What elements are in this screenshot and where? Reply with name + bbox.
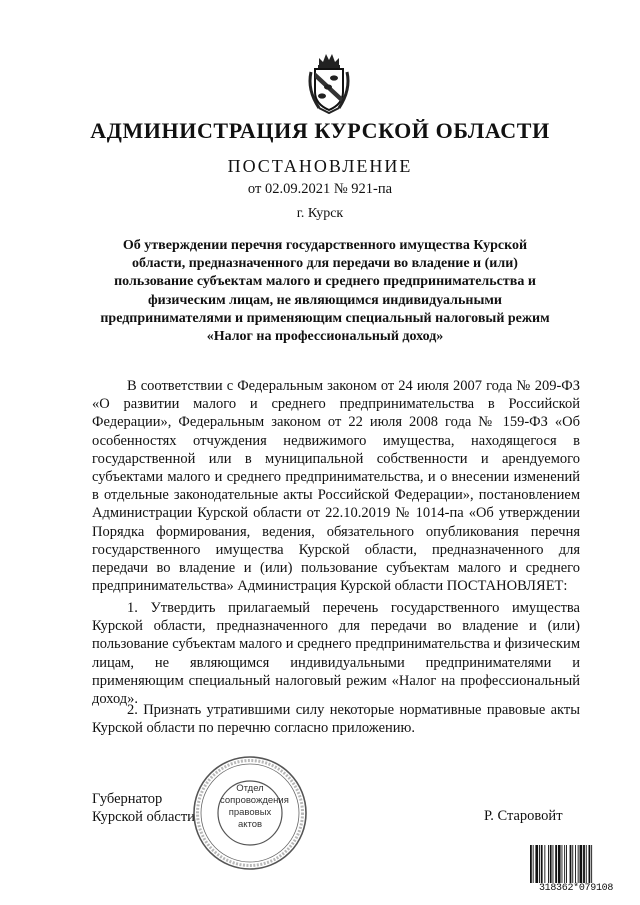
signatory-name: Р. Старовойт: [484, 808, 563, 824]
signatory-position-line-2: Курской области: [92, 809, 195, 826]
document-type: ПОСТАНОВЛЕНИЕ: [227, 156, 413, 176]
stamp-line-1: Отдел: [236, 783, 264, 794]
stamp-line-4: актов: [237, 819, 263, 830]
stamp-text: [220, 783, 289, 831]
document-title: Об утверждении перечня государственного имущества Курской области, предназначенного для передачи во владение и (или) пользование субъектам малого и среднего предпринимательства и физическим лицам, не являющимся индивидуальными предпринимателями и применяющим специальный налоговый режим «Налог на профессиональный доход»: [100, 238, 550, 345]
barcode-number: 318362*079108: [538, 883, 614, 894]
clause-2: 2. Признать утратившими силу некоторые нормативные правовые акты Курской области по перечню согласно приложению.: [92, 702, 580, 737]
kursk-oblast-coat-of-arms-icon: [305, 50, 353, 116]
city-label: г. Курск: [296, 206, 344, 221]
stamp-line-3: правовых: [228, 807, 272, 818]
clause-1: 1. Утвердить прилагаемый перечень государственного имущества Курской области, предназначенного для передачи во владение и (или) пользование субъектам малого и среднего предпринимательства и физическим лицам, не являющимся индивидуальными предпринимателями и применяющим специальный налоговый режим «Налог на профессиональный доход».: [92, 600, 580, 708]
barcode-icon: [530, 845, 622, 883]
document-number: от 02.09.2021 № 921-па: [247, 181, 393, 197]
authority-heading: АДМИНИСТРАЦИЯ КУРСКОЙ ОБЛАСТИ: [90, 118, 550, 143]
preamble-paragraph: В соответствии с Федеральным законом от 24 июля 2007 года № 209-ФЗ «О развитии малого и среднего предпринимательства в Российской Федерации», Федеральным законом от 22 июля 2008 года № 159-ФЗ «Об особенностях отчуждения недвижимого имущества, находящегося в государственной или в муниципальной собственности и арендуемого субъектами малого и среднего предпринимательства, и о внесении изменений в отдельные законодательные акты Российской Федерации», постановлением Администрации Курской области от 22.10.2019 № 1014-па «Об утверждении Порядка формирования, ведения, обязательного опубликования перечня государственного имущества Курской области, предназначенного для передачи во владение и (или) пользование субъектам малого и среднего предпринимательства» Администрация Курской области ПОСТАНОВЛЯЕТ:: [92, 378, 580, 595]
stamp-line-2: сопровождения: [220, 795, 289, 806]
signatory-position-line-1: Губернатор: [92, 791, 163, 807]
signatory-position: [92, 790, 195, 826]
